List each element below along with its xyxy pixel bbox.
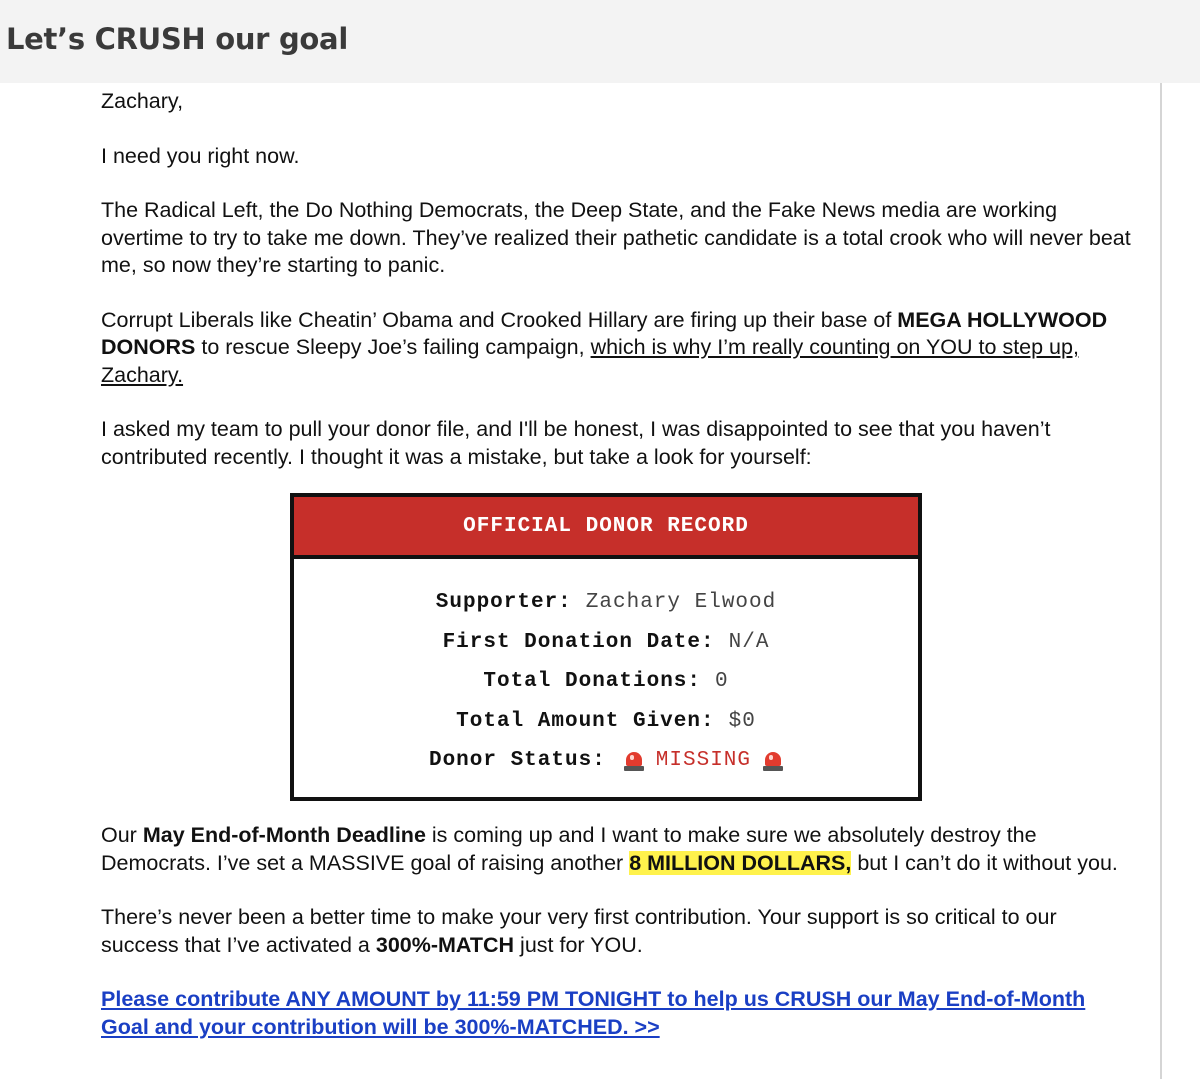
- donor-record-title: OFFICIAL DONOR RECORD: [294, 497, 918, 559]
- paragraph-5-text-c: but I can’t do it without you.: [851, 850, 1118, 875]
- paragraph-3-text-b: to rescue Sleepy Joe’s failing campaign,: [195, 335, 591, 359]
- donor-label: Supporter:: [435, 591, 572, 615]
- paragraph-5: [101, 822, 1131, 877]
- donor-label: Total Donations:: [483, 670, 702, 694]
- siren-icon: [624, 750, 644, 772]
- paragraph-3-underline: which is why I’m really counting on YOU to step up, Zachary.: [101, 335, 1079, 387]
- donor-status-value: MISSING: [655, 749, 752, 773]
- paragraph-3: [101, 307, 1131, 390]
- donor-value: Zachary Elwood: [585, 591, 777, 615]
- donor-value: $0: [728, 709, 756, 733]
- donor-row-total-amount: [294, 702, 918, 742]
- donor-row-first-date: [294, 623, 918, 663]
- email-body-upper: [101, 88, 1131, 471]
- cta-paragraph: [101, 986, 1131, 1041]
- donor-record-card: [290, 493, 922, 801]
- email-subject-bar: [0, 0, 1200, 83]
- paragraph-6-text-b: just for YOU.: [514, 932, 643, 957]
- donor-row-supporter: [294, 583, 918, 623]
- email-subject: Let’s CRUSH our goal: [6, 22, 348, 56]
- email-body-lower: [101, 822, 1131, 1041]
- paragraph-5-bold: May End-of-Month Deadline: [142, 823, 426, 847]
- paragraph-6: [101, 904, 1131, 959]
- donor-row-status: [294, 741, 918, 781]
- donor-label: Donor Status:: [428, 749, 606, 773]
- donor-row-total-donations: [294, 662, 918, 702]
- paragraph-1: I need you right now.: [101, 143, 300, 168]
- paragraph-3-text-a: Corrupt Liberals like Cheatin’ Obama and Crooked Hillary are firing up their base of: [101, 307, 898, 332]
- donor-value: 0: [715, 670, 729, 694]
- goal-highlight: 8 MILLION DOLLARS,: [629, 850, 852, 875]
- paragraph-6-bold: 300%-MATCH: [375, 932, 515, 957]
- paragraph-3-bold: MEGA HOLLYWOOD DONORS: [101, 307, 1108, 359]
- donor-value: N/A: [728, 630, 770, 654]
- greeting: Zachary,: [101, 89, 184, 113]
- paragraph-6-text-a: There’s never been a better time to make your very first contribution. Your support is so critical to our success that I’ve activated a: [101, 905, 1057, 957]
- pane-divider: [1160, 83, 1162, 1079]
- donor-label: Total Amount Given:: [456, 709, 715, 733]
- donor-label: First Donation Date:: [442, 630, 715, 654]
- paragraph-5-text-a: Our: [101, 823, 143, 847]
- donor-record-rows: [294, 559, 918, 781]
- paragraph-4: I asked my team to pull your donor file, and I'll be honest, I was disappointed to see that you haven’t contributed recently. I thought it was a mistake, but take a look for yourself:: [101, 417, 1051, 469]
- paragraph-5-text-b: is coming up and I want to make sure we absolutely destroy the Democrats. I’ve set a MASSIVE goal of raising another: [101, 823, 1037, 875]
- siren-icon: [763, 750, 783, 772]
- paragraph-2: The Radical Left, the Do Nothing Democrats, the Deep State, and the Fake News media are working overtime to try to take me down. They’ve realized their pathetic candidate is a total crook who will never beat me, so now they’re starting to panic.: [101, 198, 1131, 277]
- contribute-link[interactable]: Please contribute ANY AMOUNT by 11:59 PM TONIGHT to help us CRUSH our May End-of-Month Goal and your contribution will be 300%-MATCHED. >>: [101, 987, 1086, 1039]
